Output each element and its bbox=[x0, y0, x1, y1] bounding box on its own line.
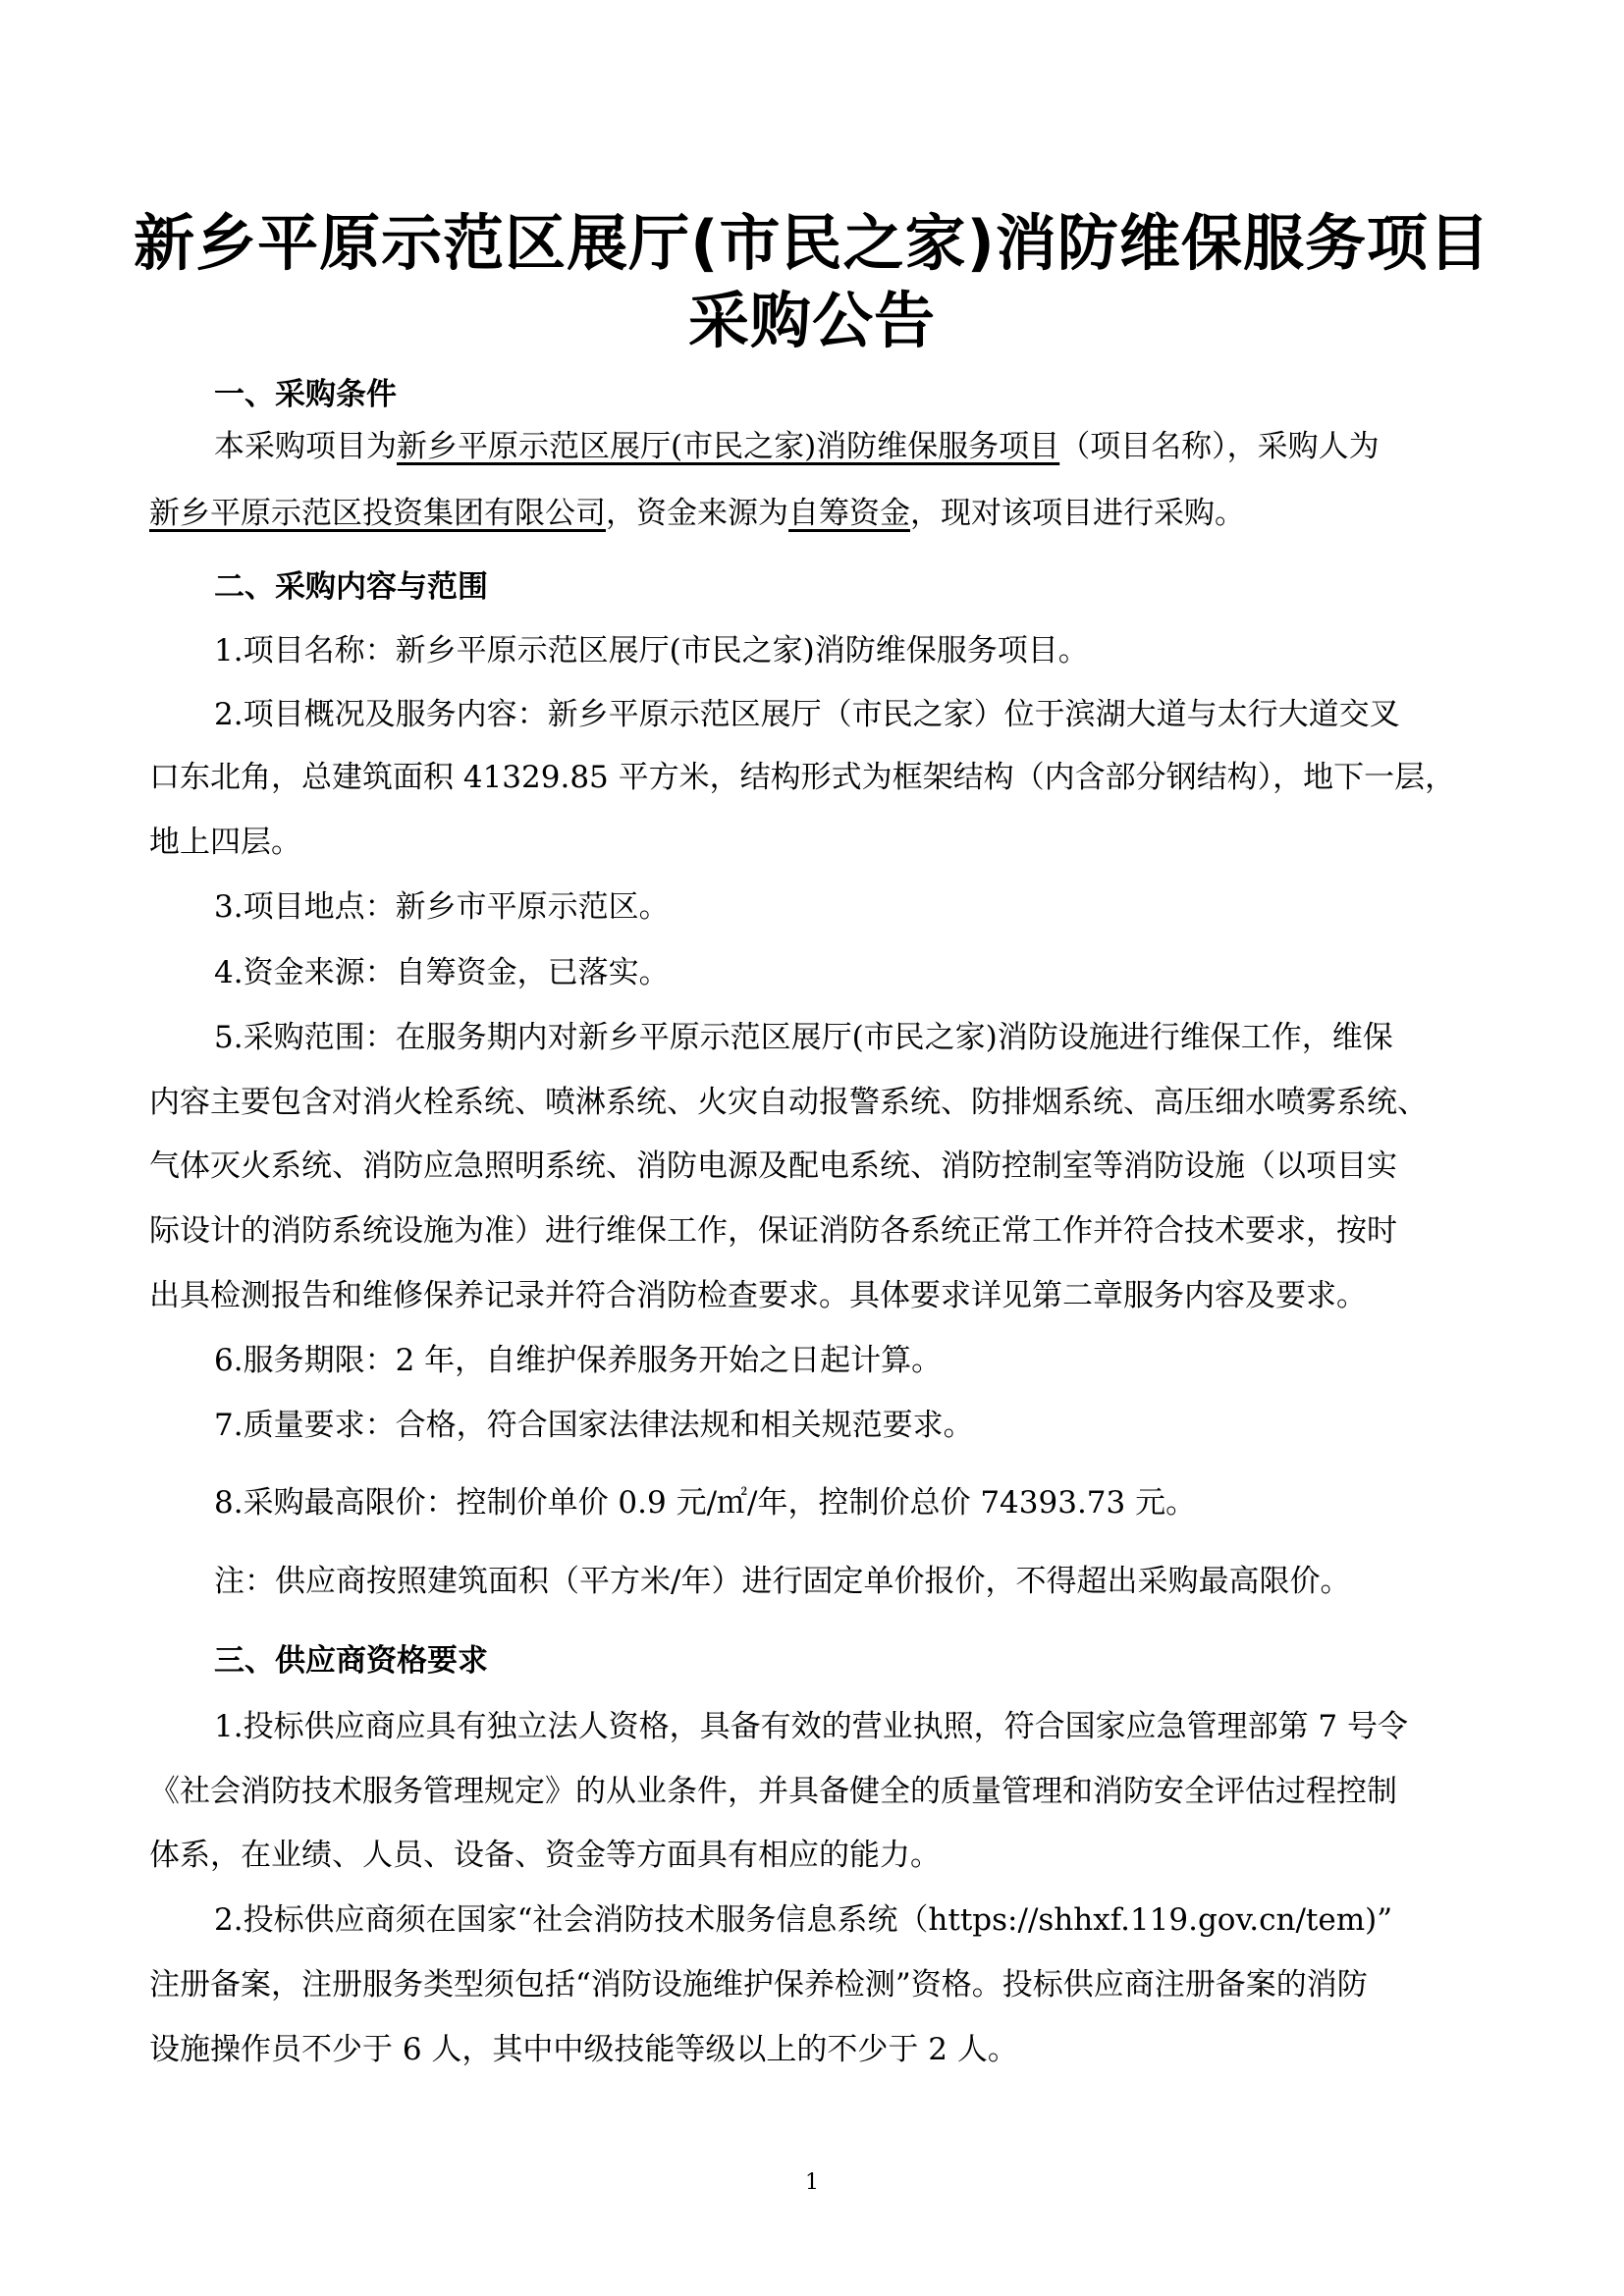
s2-item6: 6.服务期限：2 年，自维护保养服务开始之日起计算。 bbox=[214, 1343, 943, 1378]
s1-text-mid2: ，资金来源为 bbox=[606, 496, 788, 531]
s3-item2-line1: 2.投标供应商须在国家“社会消防技术服务信息系统（https://shhxf.119.gov.cn/tem)” bbox=[214, 1902, 1393, 1938]
s2-item2-line1: 2.项目概况及服务内容：新乡平原示范区展厅（市民之家）位于滨湖大道与太行大道交叉 bbox=[214, 697, 1400, 732]
s3-item1-line1: 1.投标供应商应具有独立法人资格，具备有效的营业执照，符合国家应急管理部第 7 号令 bbox=[214, 1709, 1409, 1744]
s2-item2-line3: 地上四层。 bbox=[149, 825, 301, 860]
s3-item2-line2: 注册备案，注册服务类型须包括“消防设施维护保养检测”资格。投标供应商注册备案的消防 bbox=[149, 1967, 1368, 2002]
s2-item1: 1.项目名称：新乡平原示范区展厅(市民之家)消防维保服务项目。 bbox=[214, 633, 1089, 668]
section3-heading: 三、供应商资格要求 bbox=[214, 1643, 488, 1679]
s1-project-name: 新乡平原示范区展厅(市民之家)消防维保服务项目 bbox=[397, 429, 1060, 464]
s3-item2-line3: 设施操作员不少于 6 人，其中中级技能等级以上的不少于 2 人。 bbox=[149, 2032, 1018, 2067]
section1-paragraph-line2 bbox=[149, 494, 1245, 533]
s1-text-end: ，现对该项目进行采购。 bbox=[910, 496, 1245, 531]
s3-item1-line2: 《社会消防技术服务管理规定》的从业条件，并具备健全的质量管理和消防安全评估过程控制 bbox=[149, 1774, 1397, 1809]
s2-item5-line4: 际设计的消防系统设施为准）进行维保工作，保证消防各系统正常工作并符合技术要求，按时 bbox=[149, 1213, 1397, 1249]
s1-fund-source: 自筹资金 bbox=[788, 496, 910, 531]
s1-text-mid: （项目名称），采购人为 bbox=[1059, 429, 1380, 464]
document-title-line2: 采购公告 bbox=[687, 285, 936, 356]
section2-heading: 二、采购内容与范围 bbox=[214, 569, 488, 605]
s2-item2-line2: 口东北角，总建筑面积 41329.85 平方米，结构形式为框架结构（内含部分钢结构），地下一层， bbox=[149, 760, 1456, 795]
s2-item5-line1: 5.采购范围：在服务期内对新乡平原示范区展厅(市民之家)消防设施进行维保工作，维保 bbox=[214, 1020, 1393, 1055]
section1-heading: 一、采购条件 bbox=[214, 377, 397, 412]
s2-item4: 4.资金来源：自筹资金，已落实。 bbox=[214, 955, 670, 990]
s1-text-pre: 本采购项目为 bbox=[214, 429, 397, 464]
s1-buyer-name: 新乡平原示范区投资集团有限公司 bbox=[149, 496, 606, 531]
page-number: 1 bbox=[805, 2170, 819, 2195]
s2-item8: 8.采购最高限价：控制价单价 0.9 元/㎡/年，控制价总价 74393.73 元。 bbox=[214, 1485, 1197, 1521]
s2-note: 注：供应商按照建筑面积（平方米/年）进行固定单价报价，不得超出采购最高限价。 bbox=[214, 1564, 1351, 1599]
s2-item5-line2: 内容主要包含对消火栓系统、喷淋系统、火灾自动报警系统、防排烟系统、高压细水喷雾系统、 bbox=[149, 1085, 1428, 1120]
s2-item5-line5: 出具检测报告和维修保养记录并符合消防检查要求。具体要求详见第二章服务内容及要求。 bbox=[149, 1278, 1367, 1313]
document-title-line1: 新乡平原示范区展厅(市民之家)消防维保服务项目 bbox=[134, 207, 1490, 279]
s2-item5-line3: 气体灭火系统、消防应急照明系统、消防电源及配电系统、消防控制室等消防设施（以项目实 bbox=[149, 1148, 1397, 1184]
s3-item1-line3: 体系，在业绩、人员、设备、资金等方面具有相应的能力。 bbox=[149, 1838, 941, 1873]
s2-item7: 7.质量要求：合格，符合国家法律法规和相关规范要求。 bbox=[214, 1408, 974, 1443]
s2-item3: 3.项目地点：新乡市平原示范区。 bbox=[214, 889, 670, 925]
section1-paragraph-line1 bbox=[214, 427, 1380, 466]
